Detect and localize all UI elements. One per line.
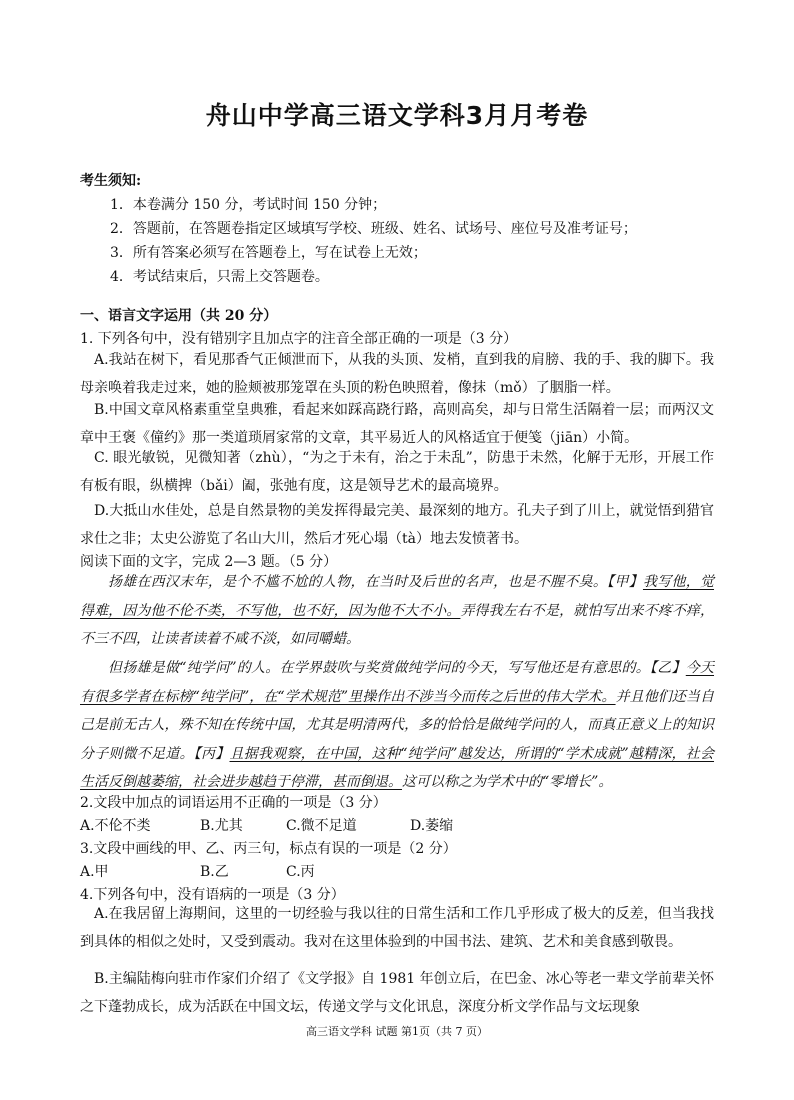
option-label: C.丙 [286, 864, 315, 880]
notice-heading: 考生须知: [80, 173, 142, 189]
page-title: 舟山中学高三语文学科3月月考卷 [205, 101, 589, 130]
question-4-option-a: A.在我居留上海期间，这里的一切经验与我以往的日常生活和工作几乎形成了极大的反差，但当我找到具体的相似之处时，又受到震动。我对在这里体验到的中国书法、建筑、艺术和美食感到敬畏。 [80, 906, 714, 950]
notice-item: 4．考试结束后，只需上交答题卷。 [110, 269, 329, 285]
question-1-option-d: D.大抵山水佳处，总是自然景物的美发挥得最完美、最深刻的地方。孔夫子到了川上，就觉悟到猎官求仕之非；太史公游览了名山大川，然后才死心塌（tà）地去发愤著书。 [80, 503, 714, 547]
question-1-option-c: C. 眼光敏锐，见微知著（zhù），“为之于未有，治之于未乱”，防患于未然，化解于无形，开展工作有板有眼，纵横捭（bǎi）阖，张弛有度，这是领导艺术的最高境界。 [80, 450, 714, 494]
reading-text: 但扬雄是做“纯学问”的人。在学界鼓吹与奖赏做纯学问的今天，写写他还是有意思的。【乙】 [108, 660, 686, 676]
question-1-option-b: B.中国文章风格素重堂皇典雅，看起来如踩高跷行路，高则高矣，却与日常生活隔着一层；而两汉文章中王褒《僮约》那一类道琐屑家常的文章，其平易近人的风格适宜于便笺（jiān）小简。 [80, 402, 714, 446]
reading-paragraph-1 [80, 568, 714, 654]
option-label: A.甲 [80, 864, 109, 880]
question-3-stem: 3.文段中画线的甲、乙、丙三句，标点有误的一项是（2 分） [80, 841, 457, 857]
option-label: A.不伦不类 [80, 818, 151, 834]
page-footer: 高三语文学科 试题 第1页（共 7 页） [306, 1025, 488, 1038]
underlined-sentence-bing: 且据我观察，在中国，这种“纯学问”越发达，所谓的“学术成就”越精深，社会生活反倒越萎缩，社会进步越趋于停滞，甚而倒退。 [80, 745, 715, 790]
question-1-option-a: A.我站在树下，看见那香气正倾泄而下，从我的头顶、发梢，直到我的肩膀、我的手、我的脚下。我母亲唤着我走过来，她的脸颊被那笼罩在头顶的粉色映照着，像抹（mǒ）了胭脂一样。 [80, 352, 714, 396]
section-heading: 一、语言文字运用（共 20 分） [80, 308, 278, 324]
option-label: B.尤其 [200, 818, 243, 834]
notice-item: 1．本卷满分 150 分，考试时间 150 分钟； [110, 197, 387, 213]
question-1-stem: 1. 下列各句中，没有错别字且加点字的注音全部正确的一项是（3 分） [80, 331, 518, 347]
question-2-options [80, 815, 453, 835]
question-2-stem: 2.文段中加点的词语运用不正确的一项是（3 分） [80, 795, 387, 811]
question-3-options [80, 861, 315, 881]
reading-text: 【丙】 [193, 745, 230, 762]
question-4-stem: 4.下列各句中，没有语病的一项是（3 分） [80, 887, 345, 903]
reading-text: 弄得我左右不是，就怕写出来不疼不痒，不三不四，让读者读着不咸不淡，如同嚼蜡。 [80, 602, 714, 647]
notice-item: 3．所有答案必须写在答题卷上，写在试卷上无效； [110, 245, 427, 261]
option-label: D.萎缩 [410, 818, 454, 834]
underlined-sentence-yi: 今天有很多学者在标榜“纯学问”，在“学术规范”里操作出不涉当今而传之后世的伟大学术。 [80, 660, 715, 705]
option-label: B.乙 [200, 864, 229, 880]
reading-text: 这可以称之为学术中的“零增长”。 [402, 774, 613, 790]
option-label: C.微不足道 [286, 818, 357, 834]
reading-paragraph-2 [80, 654, 714, 797]
reading-text: 扬雄在西汉末年，是个不尴不尬的人物，在当时及后世的名声，也是不腥不臭。【甲】 [108, 574, 643, 590]
underlined-sentence-jia: 我写他，觉得难，因为他不伦不类，不写他，也不好，因为他不大不小。 [80, 574, 715, 619]
notice-item: 2．答题前，在答题卷指定区域填写学校、班级、姓名、试场号、座位号及准考证号； [110, 221, 637, 237]
reading-intro: 阅读下面的文字，完成 2—3 题。（5 分） [80, 554, 338, 570]
question-4-option-b: B.主编陆梅向驻市作家们介绍了《文学报》自 1981 年创立后，在巴金、冰心等老一辈文学前辈关怀之下蓬勃成长，成为活跃在中国文坛，传递文学与文化讯息，深度分析文学作品与文坛现象 [80, 971, 714, 1015]
reading-text: 并且他们还当自己是前无古人，殊不知在传统中国，尤其是明清两代，多的恰恰是做纯学问的人，而真正意义上的知识分子则微不足道。 [80, 688, 715, 762]
